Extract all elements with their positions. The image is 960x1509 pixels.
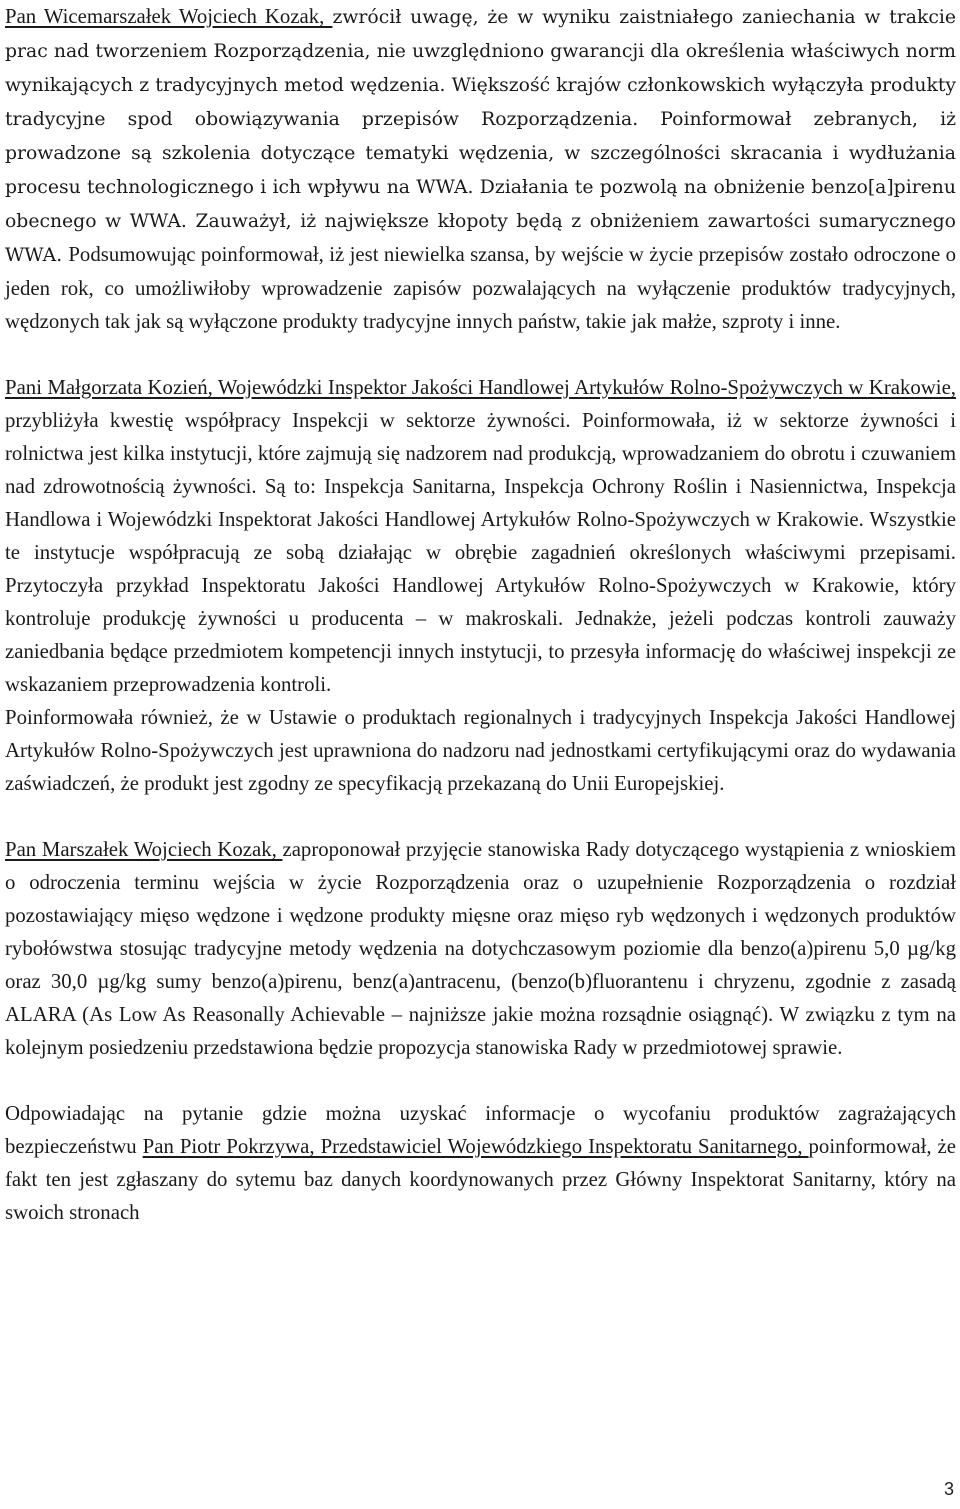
speaker-name: Pan Piotr Pokrzywa, Przedstawiciel Wojewódzkiego Inspektoratu Sanitarnego, xyxy=(142,1135,809,1158)
paragraph-text: zwrócił uwagę, że w wyniku zaistniałego zaniechania w trakcie prac nad tworzeniem Rozporządzenia, nie uwzględniono gwarancji dla określenia właściwych norm wynikających z tradycyjnych metod wędzenia. Większość krajów członkowskich wyłączyła produkty tradycyjne spod obowiązywania przepisów Rozporządzenia. Poinformował zebranych, iż prowadzone są szkolenia dotyczące tematyki wędzenia, w szczególności skracania i wydłużania procesu technologicznego i ich wpływu na WWA. Działania te pozwolą na obniżenie benzo[a]pirenu obecnego w WWA. Zauważył, iż największe kłopoty będą z obniżeniem zawartości sumarycznego WWA. xyxy=(5,7,956,266)
speaker-name: Pan Marszałek Wojciech Kozak, xyxy=(5,838,283,861)
paragraph-text: Poinformowała również, że w Ustawie o produktach regionalnych i tradycyjnych Inspekcja Jakości Handlowej Artykułów Rolno-Spożywczych jest uprawniona do nadzoru nad jednostkami certyfikującymi oraz do wydawania zaświadczeń, że produkt jest zgodny ze specyfikacją przekazaną do Unii Europejskiej. xyxy=(5,706,956,795)
paragraph-text: poinformował, że fakt ten jest zgłaszany do sytemu baz danych koordynowanych przez Główny Inspektorat Sanitarny, który na swoich stronach xyxy=(5,1135,956,1224)
paragraph-text: przybliżyła kwestię współpracy Inspekcji w sektorze żywności. Poinformowała, iż w sektorze żywności i rolnictwa jest kilka instytucji, które zajmują się nadzorem nad produkcją, wprowadzaniem do obrotu i czuwaniem nad zdrowotnością żywności. Są to: Inspekcja Sanitarna, Inspekcja Ochrony Roślin i Nasiennictwa, Inspekcja Handlowa i Wojewódzki Inspektorat Jakości Handlowej Artykułów Rolno-Spożywczych w Krakowie. Wszystkie te instytucje współpracują ze sobą działając w obrębie zagadnień określonych właściwymi przepisami. Przytoczyła przykład Inspektoratu Jakości Handlowej Artykułów Rolno-Spożywczych w Krakowie, który kontroluje produkcję żywności u producenta – w makroskali. Jednakże, jeżeli podczas kontroli zauważy zaniedbania będące przedmiotem kompetencji innych instytucji, to przesyła informację do właściwej inspekcji ze wskazaniem przeprowadzenia kontroli. xyxy=(5,409,956,696)
document-page xyxy=(5,0,956,1229)
paragraph-ustawa xyxy=(5,701,956,800)
paragraph-spacer xyxy=(5,1064,956,1097)
speaker-name: Pan Wicemarszałek Wojciech Kozak, xyxy=(5,5,333,28)
paragraph-marszalek xyxy=(5,833,956,1064)
paragraph-spacer xyxy=(5,338,956,371)
paragraph-text: Podsumowując poinformował, iż jest niewielka szansa, by wejście w życie przepisów zostało odroczone o jeden rok, co umożliwiłoby wprowadzenie zapisów pozwalających na wyłączenie produktów tradycyjnych, wędzonych tak jak są wyłączone produkty tradycyjne innych państw, takie jak małże, szproty i inne. xyxy=(5,243,956,333)
paragraph-spacer xyxy=(5,800,956,833)
paragraph-pokrzywa xyxy=(5,1097,956,1229)
paragraph-wicemarszalek xyxy=(5,0,956,338)
speaker-name: Pani Małgorzata Kozień, Wojewódzki Inspektor Jakości Handlowej Artykułów Rolno-Spożywczych w Krakowie, xyxy=(5,376,956,399)
page-number: 3 xyxy=(943,1479,954,1499)
paragraph-text: zaproponował przyjęcie stanowiska Rady dotyczącego wystąpienia z wnioskiem o odroczenia terminu wejścia w życie Rozporządzenia oraz o uzupełnienie Rozporządzenia o rozdział pozostawiający mięso wędzone i wędzone produkty mięsne oraz mięso ryb wędzonych i wędzonych produktów rybołówstwa stosując tradycyjne metody wędzenia na dotychczasowym poziomie dla benzo(a)pirenu 5,0 µg/kg oraz 30,0 µg/kg sumy benzo(a)pirenu, benz(a)antracenu, (benzo(b)fluorantenu i chryzenu, zgodnie z zasadą ALARA (As Low As Reasonally Achievable – najniższe jakie można rozsądnie osiągnąć). W związku z tym na kolejnym posiedzeniu przedstawiona będzie propozycja stanowiska Rady w przedmiotowej sprawie. xyxy=(5,838,956,1059)
paragraph-kozien xyxy=(5,371,956,701)
paragraph-text: Odpowiadając na pytanie gdzie można uzyskać informacje o wycofaniu produktów zagrażających bezpieczeństwu xyxy=(5,1102,956,1158)
